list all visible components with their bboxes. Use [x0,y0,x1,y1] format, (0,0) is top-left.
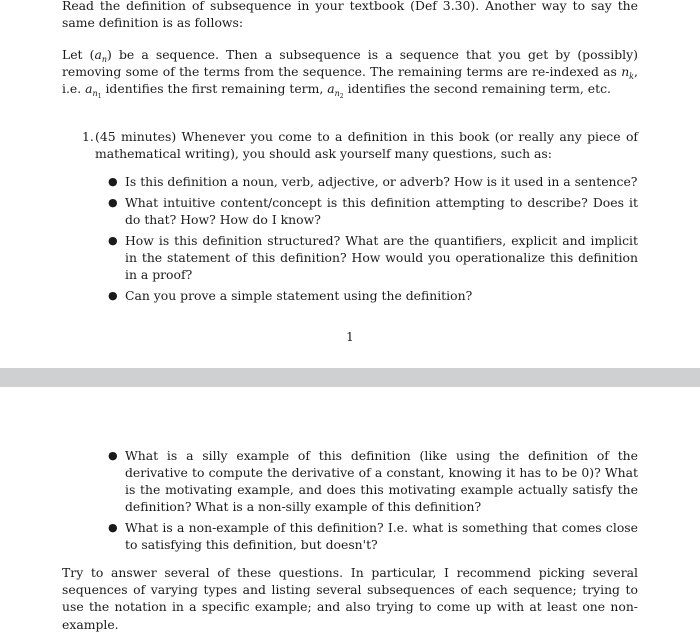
bullet-icon: ● [108,196,118,209]
bullet-icon: ● [108,449,118,462]
bullet-icon: ● [108,521,118,534]
closing-paragraph: Try to answer several of these questions. In particular, I recommend picking several sequences of varying types and listing several subsequences of each sequence; trying to use the notation in a specific example; and also trying to come up with at least one non-example. [62,565,638,632]
list-item: ● What is a silly example of this definition (like using the definition of the derivative to compute the derivative of a constant, knowing it has to be 0)? What is the motivating example, and does this motivating example actually satisfy the definition? What is a non-silly example of this definition? [108,448,638,514]
page-number: 1 [346,330,354,344]
item-number: 1. [82,129,94,144]
list-item: ● What is a non-example of this definition? I.e. what is something that comes close to satisfying this definition, but doesn't? [108,520,638,552]
list-item: ● How is this definition structured? What are the quantifiers, explicit and implicit in the statement of this definition? How would you operationalize this definition in a proof? [108,233,638,282]
item-text: (45 minutes) Whenever you come to a definition in this book (or really any piece of mathematical writing), you should ask yourself many questions, such as: [95,129,638,161]
list-item: ● What intuitive content/concept is this definition attempting to describe? Does it do that? How? How do I know? [108,195,638,227]
numbered-item-1 [82,128,638,162]
list-item: ● Is this definition a noun, verb, adjective, or adverb? How is it used in a sentence? [108,174,638,189]
document-page-2 [0,387,700,632]
question-list-page-1 [108,173,638,308]
bullet-icon: ● [108,234,118,247]
definition-paragraph: Let $(a_n)$ be a sequence. Then a subsequence is a sequence that you get by (possibly) removing some of the terms from the sequence. The remaining terms are re-indexed as $n_k$, i.e. $a_{n_1}$ identifies the first remaining term, $a_{n_2}$ identifies the second remaining term, etc. [62,47,638,101]
intro-paragraph: Read the definition of subsequence in your textbook (Def 3.30). Another way to say the same definition is as follows: [62,0,638,31]
list-item: ● Can you prove a simple statement using the definition? [108,288,473,303]
page-separator [0,368,700,387]
bullet-icon: ● [108,175,118,188]
question-list-page-2 [108,447,638,557]
bullet-icon: ● [108,289,118,302]
